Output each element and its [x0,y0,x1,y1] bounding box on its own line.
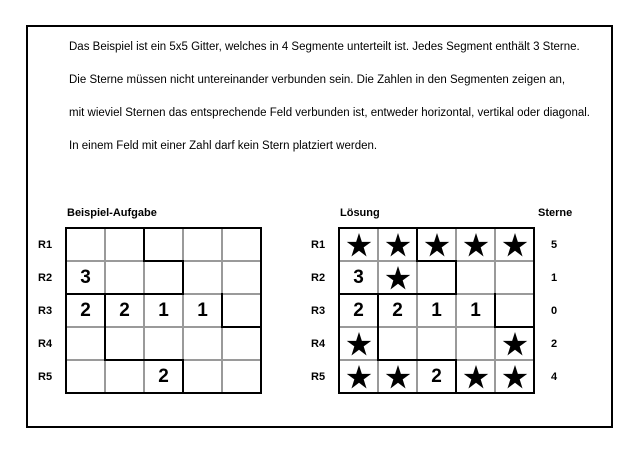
clue-number: 2 [158,365,169,387]
star-icon [502,232,528,258]
row-label-right-r5: R5 [311,371,326,383]
clue-number: 2 [119,299,130,321]
example-cell-r5c2[interactable] [105,360,144,393]
example-cell-r3c3[interactable] [144,294,183,327]
row-label-right-r3: R3 [311,305,326,317]
example-segment-border [65,392,262,394]
example-cell-r3c4[interactable] [183,294,222,327]
example-cell-r5c1[interactable] [66,360,105,393]
solution-segment-border [338,227,340,394]
solution-title: Lösung [340,207,380,219]
solution-segment-border [377,359,457,361]
solution-segment-border [338,392,535,394]
solution-cell-r5c5[interactable] [495,360,534,393]
example-cell-r3c1[interactable] [66,294,105,327]
solution-segment-border [455,260,457,295]
solution-cell-r4c3[interactable] [417,327,456,360]
example-cell-r1c3[interactable] [144,228,183,261]
solution-cell-r2c5[interactable] [495,261,534,294]
row-label-right-r2: R2 [311,272,326,284]
example-cell-r2c3[interactable] [144,261,183,294]
row-label-left-r4: R4 [38,338,53,350]
example-cell-r4c5[interactable] [222,327,261,360]
solution-cell-r1c2[interactable] [378,228,417,261]
clue-number: 3 [353,266,364,288]
example-cell-r2c5[interactable] [222,261,261,294]
solution-cell-r3c3[interactable] [417,294,456,327]
solution-segment-border [455,359,457,394]
solution-segment-border [377,293,379,361]
star-icon [463,364,489,390]
star-icon [385,364,411,390]
clue-number: 1 [431,299,442,321]
intro-line-1: Das Beispiel ist ein 5x5 Gitter, welches in 4 Segmente unterteilt ist. Jedes Segment enthält 3 Sterne. [69,41,580,53]
star-count-r1: 5 [551,239,558,251]
example-cell-r1c1[interactable] [66,228,105,261]
solution-cell-r2c3[interactable] [417,261,456,294]
example-title: Beispiel-Aufgabe [67,207,157,219]
solution-segment-border [533,227,535,394]
clue-number: 2 [431,365,442,387]
star-icon [346,232,372,258]
solution-grid [339,228,534,393]
clue-number: 3 [80,266,91,288]
solution-cell-r5c3[interactable] [417,360,456,393]
clue-number: 1 [197,299,208,321]
clue-number: 2 [353,299,364,321]
solution-segment-border [494,293,496,328]
star-icon [385,265,411,291]
star-count-r2: 1 [551,272,558,284]
solution-cell-r3c4[interactable] [456,294,495,327]
example-cell-r5c4[interactable] [183,360,222,393]
solution-cell-r1c5[interactable] [495,228,534,261]
solution-segment-border [494,326,535,328]
row-label-left-r2: R2 [38,272,53,284]
example-cell-r1c5[interactable] [222,228,261,261]
solution-cell-r1c4[interactable] [456,228,495,261]
clue-number: 1 [158,299,169,321]
example-segment-border [182,260,184,295]
example-segment-border [104,293,106,361]
solution-segment-border [338,227,535,229]
example-cell-r3c2[interactable] [105,294,144,327]
star-icon [502,364,528,390]
solution-cell-r3c1[interactable] [339,294,378,327]
example-segment-border [143,260,184,262]
row-label-right-r1: R1 [311,239,326,251]
solution-cell-r5c1[interactable] [339,360,378,393]
star-icon [346,331,372,357]
clue-number: 1 [470,299,481,321]
clue-number: 2 [80,299,91,321]
example-segment-border [260,227,262,394]
solution-cell-r4c2[interactable] [378,327,417,360]
example-cell-r2c2[interactable] [105,261,144,294]
example-segment-border [182,359,184,394]
example-cell-r4c1[interactable] [66,327,105,360]
solution-cell-r2c4[interactable] [456,261,495,294]
example-cell-r5c3[interactable] [144,360,183,393]
star-icon [346,364,372,390]
example-cell-r2c4[interactable] [183,261,222,294]
example-cell-r4c3[interactable] [144,327,183,360]
intro-line-2: Die Sterne müssen nicht untereinander verbunden sein. Die Zahlen in den Segmenten zeigen an, [69,74,566,86]
solution-segment-border [338,293,457,295]
example-cell-r1c4[interactable] [183,228,222,261]
stars-title: Sterne [538,207,573,219]
example-cell-r3c5[interactable] [222,294,261,327]
example-cell-r2c1[interactable] [66,261,105,294]
row-label-right-r4: R4 [311,338,326,350]
star-count-r4: 2 [551,338,558,350]
solution-cell-r2c2[interactable] [378,261,417,294]
row-label-left-r5: R5 [38,371,53,383]
intro-line-3: mit wieviel Sternen das entsprechende Feld verbunden ist, entweder horizontal, vertikal oder diagonal. [69,107,590,119]
star-icon [463,232,489,258]
row-label-left-r3: R3 [38,305,53,317]
solution-cell-r5c2[interactable] [378,360,417,393]
example-cell-r4c4[interactable] [183,327,222,360]
example-segment-border [65,227,262,229]
solution-cell-r3c5[interactable] [495,294,534,327]
example-cell-r1c2[interactable] [105,228,144,261]
solution-cell-r2c1[interactable] [339,261,378,294]
solution-segment-border [416,227,418,262]
example-segment-border [104,359,184,361]
solution-cell-r5c4[interactable] [456,360,495,393]
star-count-r5: 4 [551,371,558,383]
star-icon [424,232,450,258]
example-segment-border [65,293,184,295]
example-cell-r5c5[interactable] [222,360,261,393]
example-grid [66,228,261,393]
example-cell-r4c2[interactable] [105,327,144,360]
solution-cell-r3c2[interactable] [378,294,417,327]
star-icon [502,331,528,357]
solution-cell-r4c4[interactable] [456,327,495,360]
clue-number: 2 [392,299,403,321]
example-segment-border [143,227,145,262]
example-segment-border [221,293,223,328]
solution-segment-border [416,260,457,262]
example-segment-border [65,227,67,394]
star-icon [385,232,411,258]
solution-cell-r4c1[interactable] [339,327,378,360]
solution-cell-r1c3[interactable] [417,228,456,261]
star-count-r3: 0 [551,305,558,317]
solution-cell-r1c1[interactable] [339,228,378,261]
intro-line-4: In einem Feld mit einer Zahl darf kein Stern platziert werden. [69,140,378,152]
example-segment-border [221,326,262,328]
row-label-left-r1: R1 [38,239,53,251]
solution-cell-r4c5[interactable] [495,327,534,360]
